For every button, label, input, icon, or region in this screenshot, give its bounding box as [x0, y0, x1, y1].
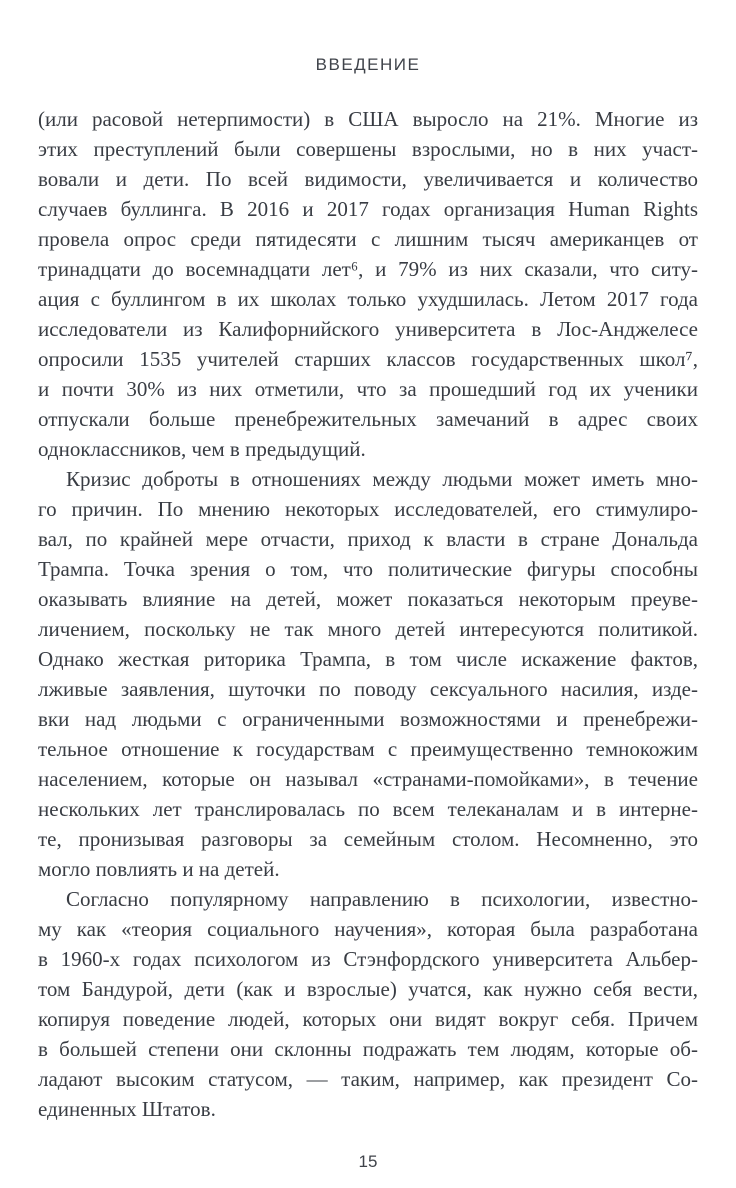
- text-line: единенных Штатов.: [38, 1097, 216, 1121]
- page-number: 15: [358, 1152, 378, 1171]
- text-line: случаев буллинга. В 2016 и 2017 годах организация Human Rights: [38, 197, 698, 221]
- text-line: Трампа. Точка зрения о том, что политические фигуры способны: [38, 557, 698, 581]
- text-line: отпускали больше пренебрежительных замечаний в адрес своих: [38, 407, 698, 431]
- page-footer: [0, 1152, 736, 1172]
- body-text: [38, 104, 698, 1124]
- text-line: копируя поведение людей, которых они видят вокруг себя. Причем: [38, 1007, 698, 1031]
- text-line: в 1960-х годах психологом из Стэнфордского университета Альбер-: [38, 947, 698, 971]
- text-line: том Бандурой, дети (как и взрослые) учатся, как нужно себя вести,: [38, 977, 698, 1001]
- text-line: оказывать влияние на детей, может показаться некоторым преуве-: [38, 587, 698, 611]
- text-line: Согласно популярному направлению в психологии, известно-: [66, 887, 698, 911]
- paragraph: [38, 884, 698, 1124]
- text-line: и почти 30% из них отметили, что за прошедший год их ученики: [38, 377, 698, 401]
- page-header: [0, 55, 736, 75]
- text-line: тринадцати до восемнадцати лет⁶, и 79% из них сказали, что ситу-: [38, 257, 698, 281]
- chapter-title: ВВЕДЕНИЕ: [315, 55, 421, 74]
- text-line: могло повлиять и на детей.: [38, 857, 280, 881]
- text-line: вки над людьми с ограниченными возможностями и пренебрежи-: [38, 707, 698, 731]
- text-line: провела опрос среди пятидесяти с лишним тысяч американцев от: [38, 227, 698, 251]
- text-line: Однако жесткая риторика Трампа, в том числе искажение фактов,: [38, 647, 698, 671]
- text-line: (или расовой нетерпимости) в США выросло на 21%. Многие из: [38, 107, 698, 131]
- paragraph: [38, 464, 698, 884]
- text-line: личением, поскольку не так много детей интересуются политикой.: [38, 617, 698, 641]
- text-line: Кризис доброты в отношениях между людьми может иметь мно-: [66, 467, 698, 491]
- text-line: населением, которые он называл «странами-помойками», в течение: [38, 767, 698, 791]
- text-line: тельное отношение к государствам с преимущественно темнокожим: [38, 737, 698, 761]
- text-line: го причин. По мнению некоторых исследователей, его стимулиро-: [38, 497, 698, 521]
- text-line: ация с буллингом в их школах только ухудшилась. Летом 2017 года: [38, 287, 698, 311]
- text-line: в большей степени они склонны подражать тем людям, которые об-: [38, 1037, 698, 1061]
- text-line: вовали и дети. По всей видимости, увеличивается и количество: [38, 167, 698, 191]
- text-line: те, пронизывая разговоры за семейным столом. Несомненно, это: [38, 827, 698, 851]
- text-line: опросили 1535 учителей старших классов государственных школ⁷,: [38, 347, 698, 371]
- text-line: нескольких лет транслировалась по всем телеканалам и в интерне-: [38, 797, 698, 821]
- text-line: исследователи из Калифорнийского университета в Лос-Анджелесе: [38, 317, 698, 341]
- text-line: ладают высоким статусом, — таким, например, как президент Со-: [38, 1067, 698, 1091]
- text-line: одноклассников, чем в предыдущий.: [38, 437, 366, 461]
- text-line: лживые заявления, шуточки по поводу сексуального насилия, изде-: [38, 677, 698, 701]
- text-line: вал, по крайней мере отчасти, приход к власти в стране Дональда: [38, 527, 698, 551]
- text-line: этих преступлений были совершены взрослыми, но в них участ-: [38, 137, 698, 161]
- text-line: му как «теория социального научения», которая была разработана: [38, 917, 698, 941]
- paragraph: [38, 104, 698, 464]
